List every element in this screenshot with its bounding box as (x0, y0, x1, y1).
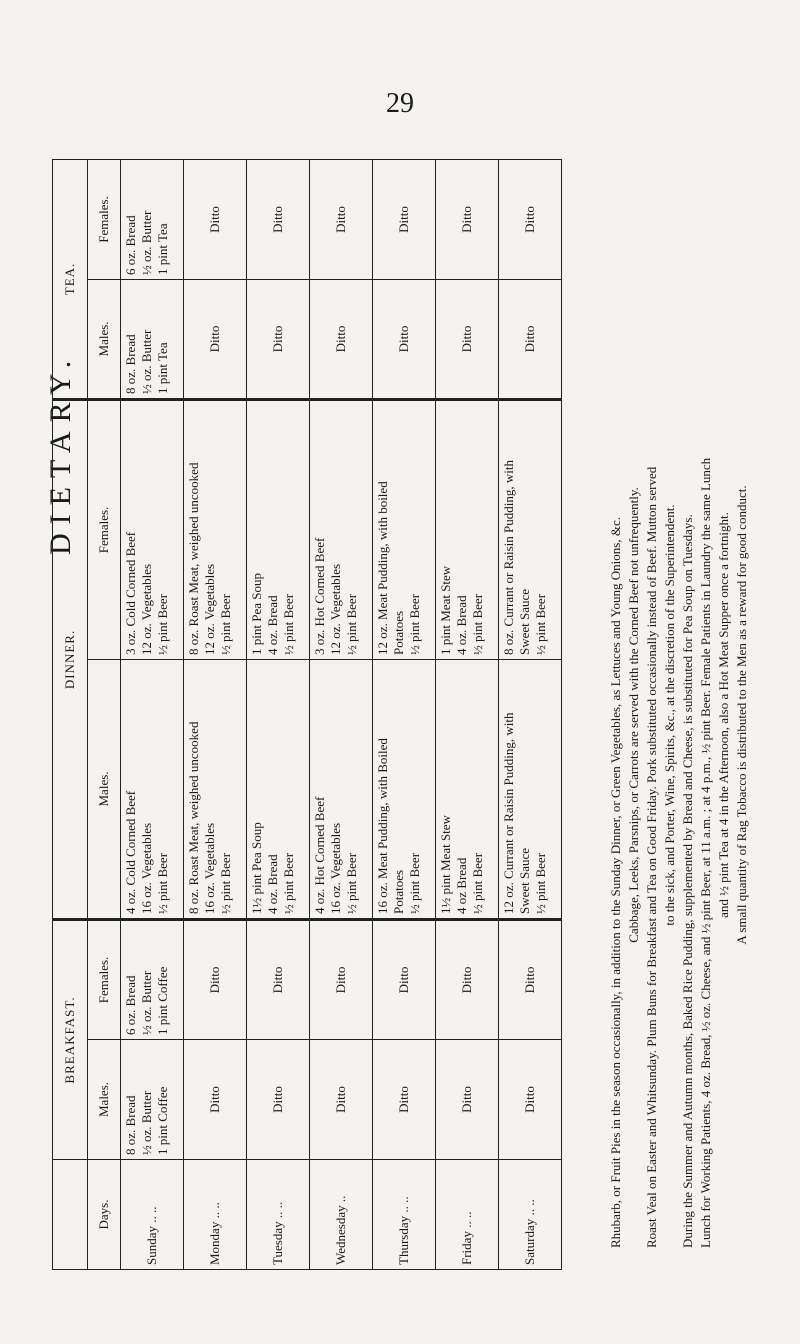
cell-line: Potatoes (391, 869, 406, 914)
table-row (184, 159, 247, 1269)
tea-header: TEA. (53, 159, 88, 399)
cell-line: 1 pint Coffee (155, 966, 170, 1035)
days-header: Days. (88, 1160, 121, 1270)
cell-line: ½ pint Beer (281, 593, 296, 655)
cell-line: 8 oz. Bread (123, 334, 138, 394)
breakfast-males-cell (121, 1040, 184, 1160)
cell-line: ½ pint Beer (407, 593, 422, 655)
cell-line: 12 oz. Vegetables (202, 563, 217, 655)
cell-line: 6 oz. Bread (123, 975, 138, 1035)
day-cell: Wednesday .. (310, 1160, 373, 1270)
cell-line: 16 oz. Vegetables (202, 822, 217, 914)
cell-line: ½ pint Beer (344, 852, 359, 914)
rotated-dietary-sheet (52, 50, 749, 1270)
page-number: 29 (386, 88, 414, 119)
cell-line: 12 oz. Currant or Raisin Pudding, with (501, 712, 516, 914)
cell-line: ½ pint Beer (344, 593, 359, 655)
table-group-header-row (53, 159, 88, 1269)
table-subheader-row (88, 159, 121, 1269)
table-body (121, 159, 562, 1269)
cell-line: 1 pint Tea (155, 342, 170, 394)
cell-line: ½ oz. Butter (139, 210, 154, 275)
breakfast-females-cell: Ditto (247, 919, 310, 1039)
cell-line: 3 oz. Hot Corned Beef (312, 537, 327, 655)
cell-line: 4 oz. Cold Corned Beef (123, 790, 138, 914)
cell-line: 8 oz. Bread (123, 1095, 138, 1155)
breakfast-males-cell: Ditto (184, 1040, 247, 1160)
cell-line: 4 oz Bread (454, 857, 469, 914)
cell-line: Sweet Sauce (517, 588, 532, 655)
cell-line: ½ pint Beer (470, 593, 485, 655)
tea-females-cell: Ditto (247, 159, 310, 279)
dinner-males-header: Males. (88, 659, 121, 919)
breakfast-females-cell: Ditto (310, 919, 373, 1039)
tea-males-cell: Ditto (436, 279, 499, 399)
cell-line: ½ pint Beer (407, 852, 422, 914)
cell-line: ½ pint Beer (218, 852, 233, 914)
cell-line: 12 oz. Meat Pudding, with boiled (375, 481, 390, 655)
dietary-table (52, 159, 562, 1270)
day-cell: Tuesday .. .. (247, 1160, 310, 1270)
note: A small quantity of Rag Tobacco is distributed to the Men as a reward for good conduct. (734, 485, 749, 945)
dinner-females-cell (499, 399, 562, 659)
cell-line: 8 oz. Roast Meat, weighed uncooked (186, 462, 201, 655)
dinner-females-cell (436, 399, 499, 659)
tea-females-cell: Ditto (436, 159, 499, 279)
tea-males-header: Males. (88, 279, 121, 399)
cell-line: ½ oz. Butter (139, 970, 154, 1035)
page-heading: DIETARY. (44, 351, 77, 555)
dinner-males-cell (436, 659, 499, 919)
cell-line: ½ pint Beer (470, 852, 485, 914)
cell-line: 16 oz. Vegetables (328, 822, 343, 914)
breakfast-header: BREAKFAST. (53, 919, 88, 1159)
tea-males-cell: Ditto (499, 279, 562, 399)
tea-females-cell: Ditto (373, 159, 436, 279)
breakfast-males-cell: Ditto (247, 1040, 310, 1160)
cell-line: 1½ pint Pea Soup (249, 822, 264, 914)
footnotes (607, 160, 751, 1270)
dinner-females-header: Females. (88, 399, 121, 659)
breakfast-males-header: Males. (88, 1040, 121, 1160)
tea-males-cell: Ditto (373, 279, 436, 399)
breakfast-females-cell: Ditto (184, 919, 247, 1039)
table-row (121, 159, 184, 1269)
note: to the sick, and Porter, Wine, Spirits, &c., at the discretion of the Superintendent. (662, 504, 677, 926)
breakfast-females-cell: Ditto (499, 919, 562, 1039)
note: Lunch for Working Patients, 4 oz. Bread, ½ oz. Cheese, and ½ pint Beer, at 11 a.m. ; at 4 p.m., ½ pint Beer. Female Patients in Laundry the same Lunch (698, 457, 713, 1248)
table-row (310, 159, 373, 1269)
cell-line: ½ pint Beer (155, 593, 170, 655)
dinner-males-cell (247, 659, 310, 919)
note: Cabbage, Leeks, Parsnips, or Carrots are served with the Corned Beef not unfrequently. (626, 487, 641, 943)
cell-line: ½ pint Beer (218, 593, 233, 655)
cell-line: 12 oz. Vegetables (328, 563, 343, 655)
cell-line: 4 oz. Bread (265, 595, 280, 655)
cell-line: 8 oz. Roast Meat, weighed uncooked (186, 721, 201, 914)
cell-line: 16 oz. Meat Pudding, with Boiled (375, 738, 390, 914)
note: and ½ pint Tea at 4 in the Afternoon, also a Hot Meat Supper once a fortnight. (716, 512, 731, 918)
cell-line: Potatoes (391, 610, 406, 655)
dinner-females-cell (121, 399, 184, 659)
cell-line: ½ pint Beer (155, 852, 170, 914)
cell-line: 1 pint Meat Stew (438, 565, 453, 655)
cell-line: ½ pint Beer (533, 593, 548, 655)
tea-males-cell: Ditto (310, 279, 373, 399)
dinner-males-cell (184, 659, 247, 919)
breakfast-males-cell: Ditto (310, 1040, 373, 1160)
dinner-males-cell (373, 659, 436, 919)
tea-females-cell (121, 159, 184, 279)
dinner-males-cell (121, 659, 184, 919)
cell-line: 4 oz. Bread (454, 595, 469, 655)
dinner-header: DINNER. (53, 399, 88, 919)
breakfast-males-cell: Ditto (373, 1040, 436, 1160)
tea-females-cell: Ditto (499, 159, 562, 279)
breakfast-females-cell: Ditto (436, 919, 499, 1039)
cell-line: 12 oz. Vegetables (139, 563, 154, 655)
cell-line: 1 pint Coffee (155, 1086, 170, 1155)
cell-line: ½ pint Beer (533, 852, 548, 914)
breakfast-females-header: Females. (88, 919, 121, 1039)
dinner-females-cell (310, 399, 373, 659)
tea-males-cell: Ditto (247, 279, 310, 399)
cell-line: 1 pint Pea Soup (249, 573, 264, 655)
breakfast-males-cell: Ditto (436, 1040, 499, 1160)
breakfast-females-cell: Ditto (373, 919, 436, 1039)
cell-line: ½ oz. Butter (139, 1090, 154, 1155)
cell-line: 1 pint Tea (155, 223, 170, 275)
day-cell: Monday .. .. (184, 1160, 247, 1270)
dinner-males-cell (310, 659, 373, 919)
cell-line: 3 oz. Cold Corned Beef (123, 531, 138, 655)
tea-females-cell: Ditto (184, 159, 247, 279)
day-cell: Thursday .. .. (373, 1160, 436, 1270)
breakfast-males-cell: Ditto (499, 1040, 562, 1160)
day-cell: Sunday .. .. (121, 1160, 184, 1270)
table-row (499, 159, 562, 1269)
note: Rhubarb, or Fruit Pies in the season occasionally, in addition to the Sunday Dinner, or Green Vegetables, as Lettuces and Young Onions, &c. (608, 517, 623, 1248)
table-row (247, 159, 310, 1269)
day-cell: Friday .. .. (436, 1160, 499, 1270)
cell-line: ½ oz. Butter (139, 329, 154, 394)
tea-females-header: Females. (88, 159, 121, 279)
dinner-females-cell (373, 399, 436, 659)
cell-line: 4 oz. Bread (265, 854, 280, 914)
breakfast-females-cell (121, 919, 184, 1039)
cell-line: 16 oz. Vegetables (139, 822, 154, 914)
dinner-females-cell (247, 399, 310, 659)
note: During the Summer and Autumn months, Baked Rice Pudding, supplemented by Bread and Cheese, is substituted for Pea Soup on Tuesdays. (680, 514, 695, 1248)
cell-line: 6 oz. Bread (123, 215, 138, 275)
table-row (436, 159, 499, 1269)
cell-line: 4 oz. Hot Corned Beef (312, 796, 327, 914)
note: Roast Veal on Easter and Whitsunday. Plum Buns for Breakfast and Tea on Good Friday. Pork substituted occasionally instead of Beef. Mutton served (644, 466, 659, 1248)
tea-males-cell (121, 279, 184, 399)
cell-line: 8 oz. Currant or Raisin Pudding, with (501, 459, 516, 655)
tea-males-cell: Ditto (184, 279, 247, 399)
dinner-females-cell (184, 399, 247, 659)
empty-header (53, 1160, 88, 1270)
cell-line: Sweet Sauce (517, 847, 532, 914)
table-row (373, 159, 436, 1269)
cell-line: ½ pint Beer (281, 852, 296, 914)
cell-line: 1½ pint Meat Stew (438, 815, 453, 914)
tea-females-cell: Ditto (310, 159, 373, 279)
day-cell: Saturday .. .. (499, 1160, 562, 1270)
dinner-males-cell (499, 659, 562, 919)
